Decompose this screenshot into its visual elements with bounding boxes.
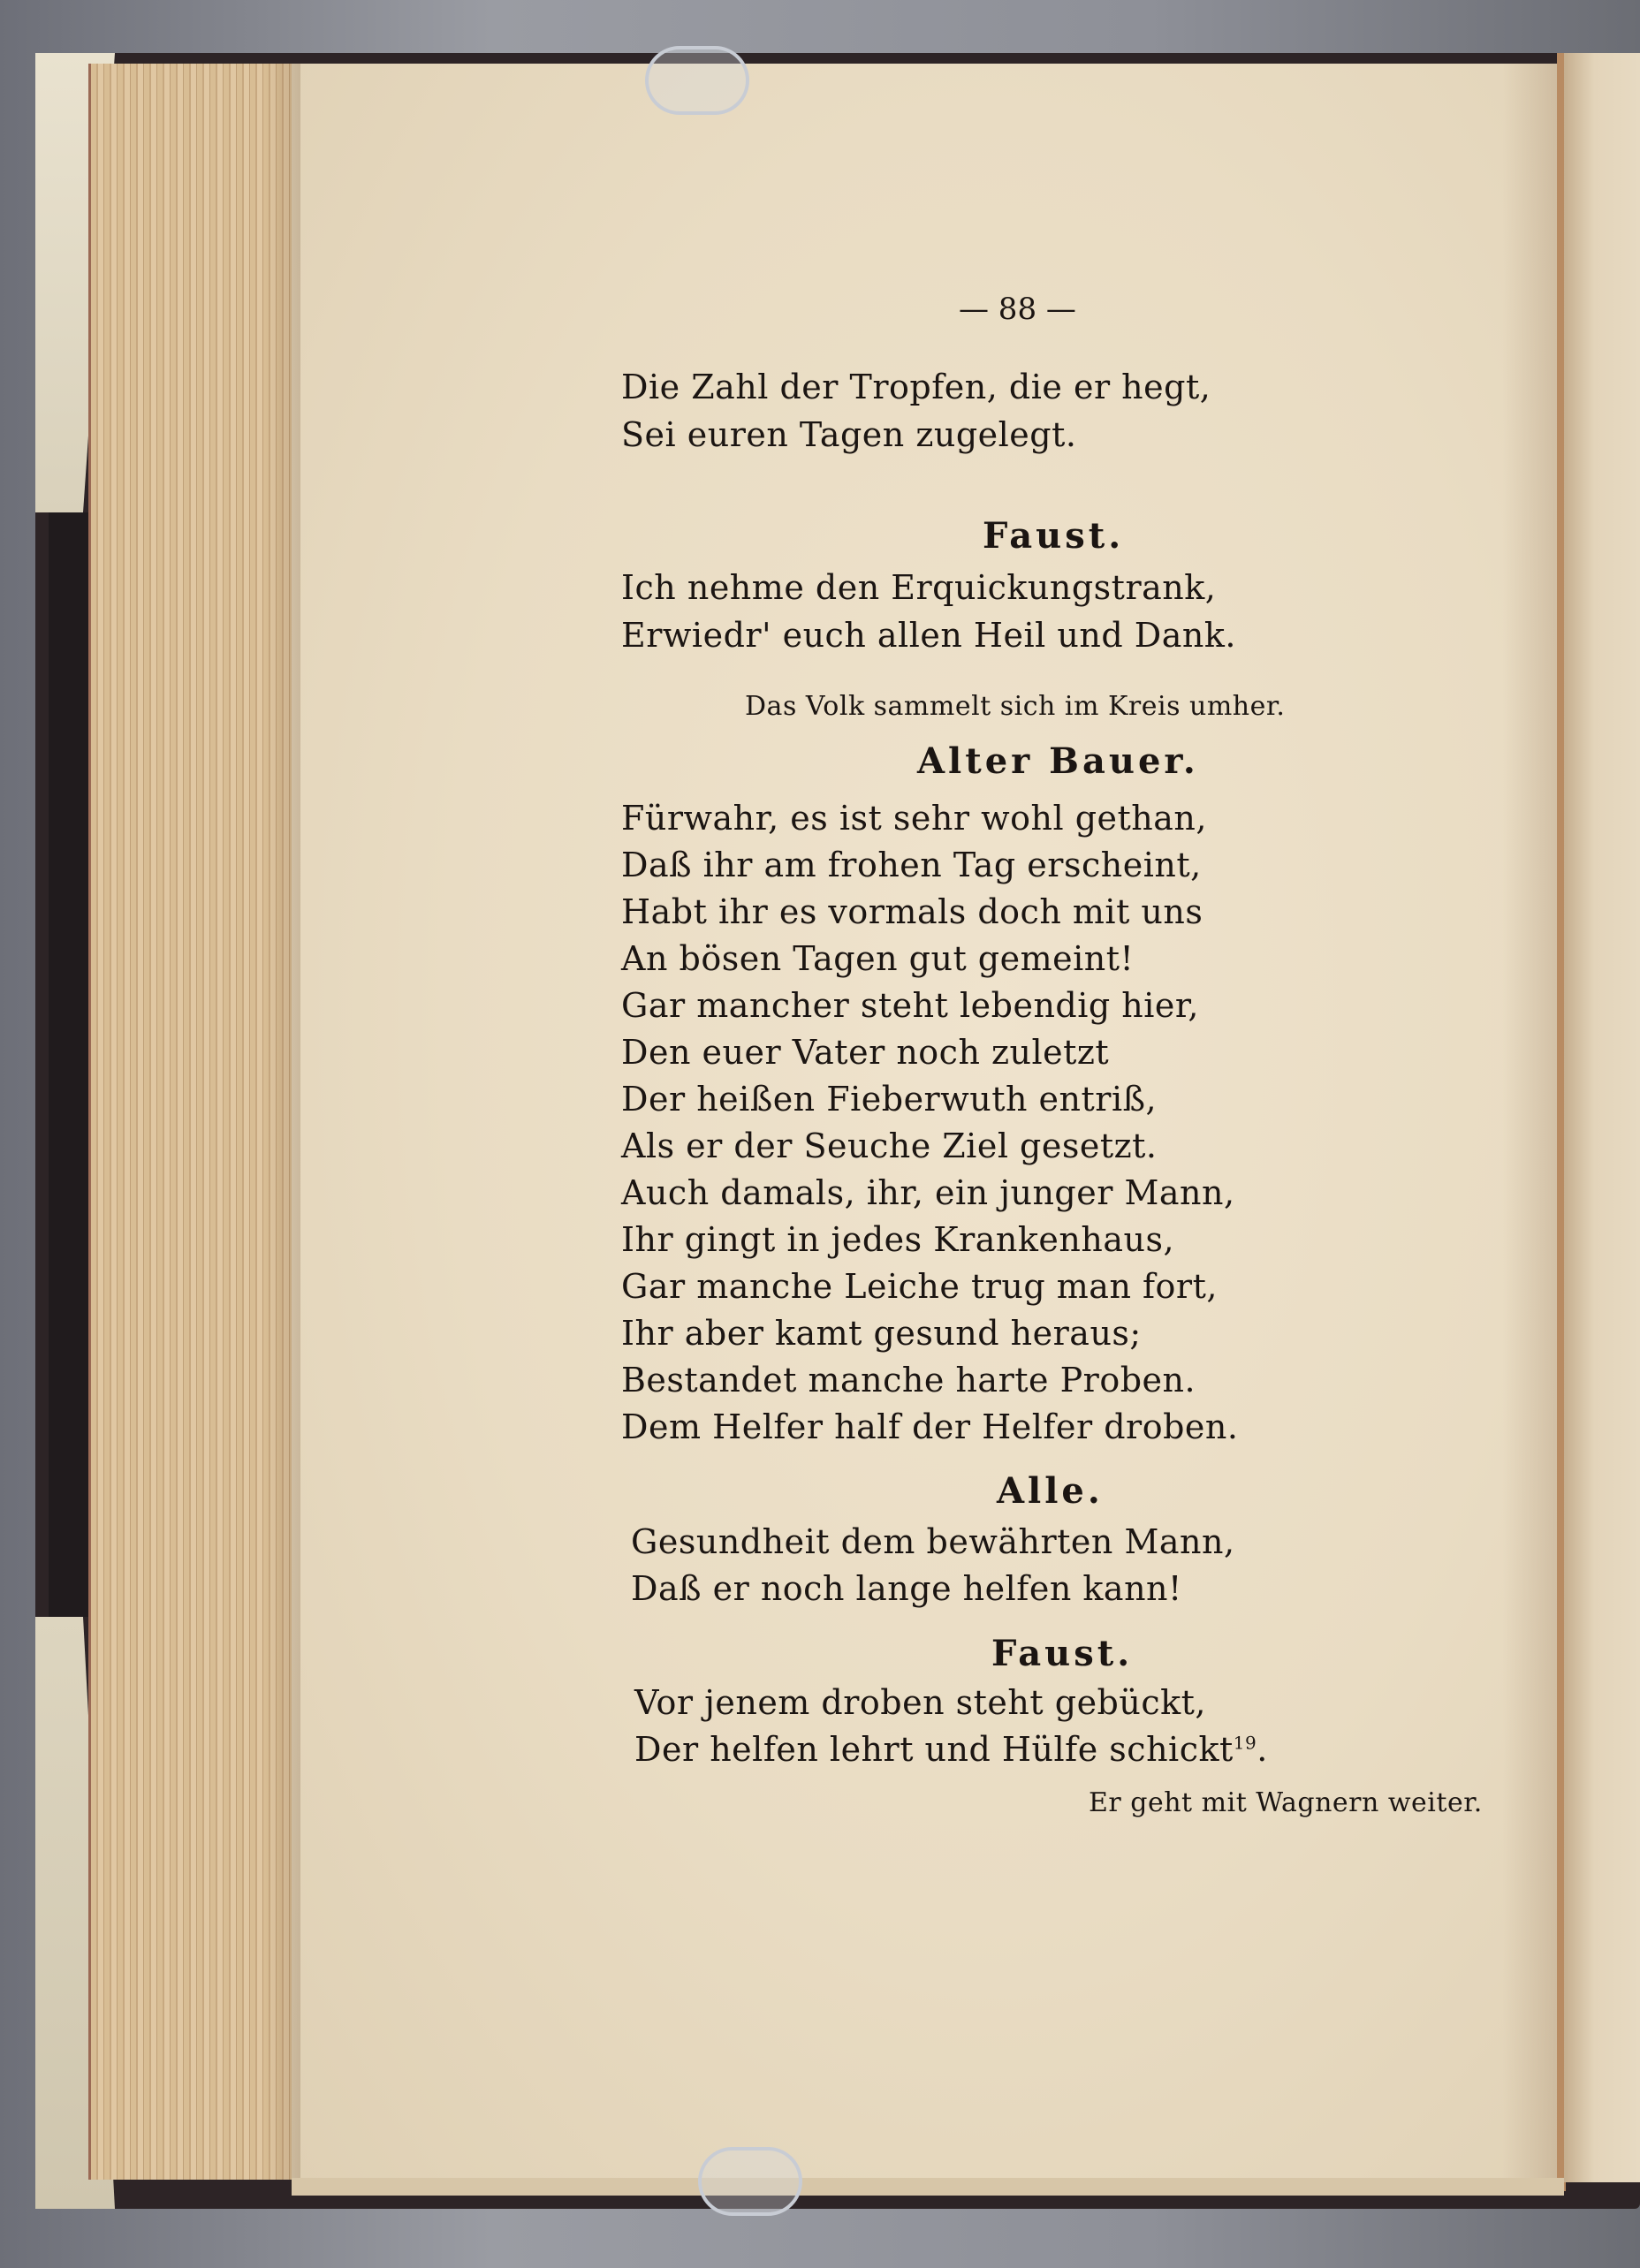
binding-clip-top [645, 46, 749, 115]
verse-line: Habt ihr es vormals doch mit uns [621, 892, 1203, 931]
verse-punctuation: . [1257, 1730, 1268, 1769]
speaker-heading: Alter Bauer. [917, 740, 1199, 782]
verse-line: Dem Helfer half der Helfer droben. [621, 1407, 1239, 1446]
page-number: — 88 — [959, 292, 1076, 327]
verse-line: Daß ihr am frohen Tag erscheint, [621, 846, 1202, 884]
verse-line: Der heißen Fieberwuth entriß, [621, 1080, 1158, 1119]
verse-line: Erwiedr' euch allen Heil und Dank. [621, 616, 1236, 655]
page-bottom-edge [292, 2178, 1564, 2196]
verse-line: Gar mancher steht lebendig hier, [621, 986, 1199, 1025]
verse-line-with-footnote [634, 1730, 1268, 1769]
verse-line: Fürwahr, es ist sehr wohl gethan, [621, 799, 1207, 838]
facing-page-strip [1564, 53, 1640, 2182]
verse-line: Den euer Vater noch zuletzt [621, 1033, 1110, 1072]
stage-direction: Das Volk sammelt sich im Kreis umher. [745, 691, 1286, 722]
verse-line: Als er der Seuche Ziel gesetzt. [621, 1126, 1158, 1165]
verse-line: Gesundheit dem bewährten Mann, [631, 1522, 1235, 1561]
verse-line: Vor jenem droben steht gebückt, [634, 1683, 1207, 1722]
speaker-heading: Faust. [983, 515, 1125, 557]
stage-direction: Er geht mit Wagnern weiter. [1089, 1787, 1483, 1818]
footnote-marker: 19 [1233, 1732, 1257, 1754]
verse-line: Gar manche Leiche trug man fort, [621, 1267, 1218, 1306]
speaker-heading: Faust. [991, 1633, 1134, 1674]
verse-line: An bösen Tagen gut gemeint! [621, 939, 1135, 978]
verse-line: Die Zahl der Tropfen, die er hegt, [621, 368, 1211, 406]
verse-text: Der helfen lehrt und Hülfe schickt [634, 1730, 1234, 1769]
verse-line: Bestandet manche harte Proben. [621, 1361, 1196, 1399]
page-edge-shadow [265, 64, 300, 2180]
verse-line: Auch damals, ihr, ein junger Mann, [621, 1173, 1235, 1212]
verse-line: Ihr gingt in jedes Krankenhaus, [621, 1220, 1175, 1259]
binding-clip-bottom [698, 2147, 802, 2216]
verse-line: Daß er noch lange helfen kann! [631, 1569, 1182, 1608]
verse-line: Ihr aber kamt gesund heraus; [621, 1314, 1142, 1353]
verse-line: Ich nehme den Erquickungstrank, [621, 568, 1217, 607]
speaker-heading: Alle. [997, 1470, 1104, 1512]
verse-line: Sei euren Tagen zugelegt. [621, 415, 1077, 454]
